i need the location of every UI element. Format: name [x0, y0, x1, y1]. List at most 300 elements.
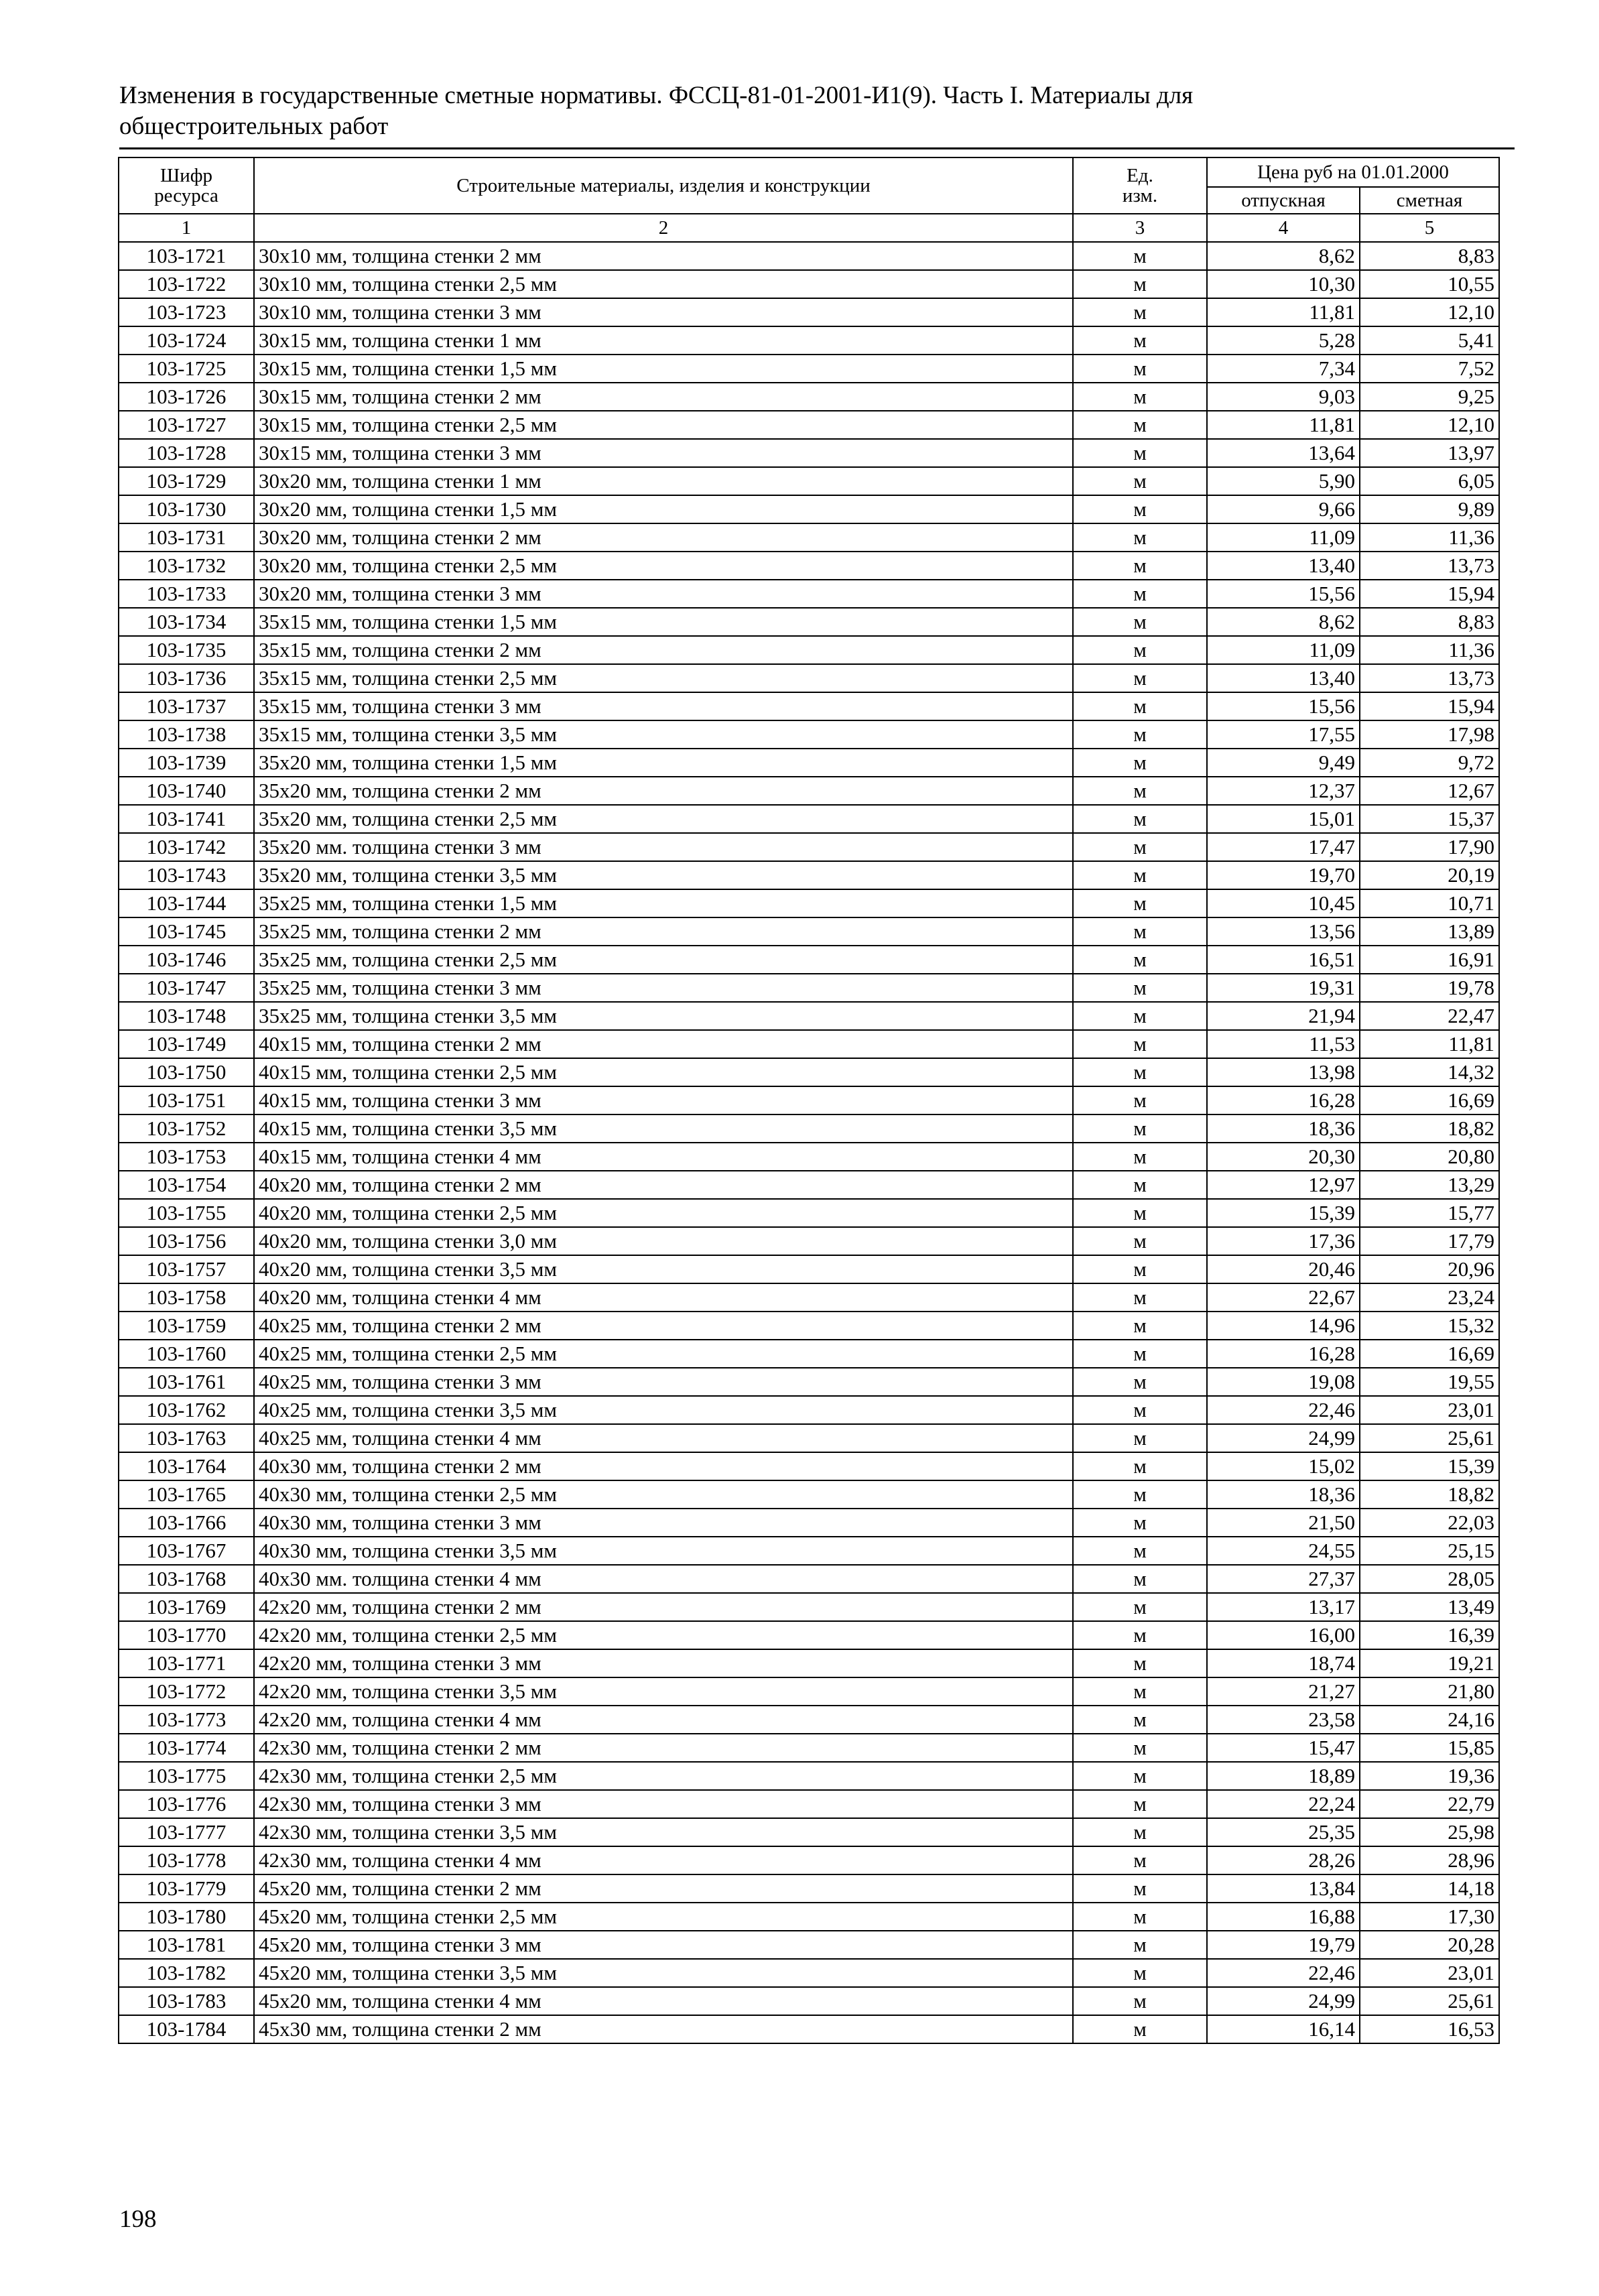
material-name: 40x20 мм, толщина стенки 3,0 мм [254, 1227, 1073, 1255]
estimate-price: 18,82 [1360, 1480, 1499, 1509]
release-price: 27,37 [1207, 1565, 1360, 1593]
resource-code: 103-1748 [119, 1002, 254, 1030]
release-price: 21,27 [1207, 1677, 1360, 1706]
release-price: 16,28 [1207, 1340, 1360, 1368]
resource-code: 103-1743 [119, 861, 254, 889]
header-title-line2: общестроительных работ [119, 113, 389, 140]
unit: м [1073, 270, 1207, 298]
release-price: 11,09 [1207, 523, 1360, 552]
material-name: 42x30 мм, толщина стенки 3,5 мм [254, 1818, 1073, 1846]
estimate-price: 17,90 [1360, 833, 1499, 861]
material-name: 30x10 мм, толщина стенки 2,5 мм [254, 270, 1073, 298]
material-name: 45x30 мм, толщина стенки 2 мм [254, 2015, 1073, 2043]
material-name: 40x30 мм, толщина стенки 2 мм [254, 1452, 1073, 1480]
unit: м [1073, 777, 1207, 805]
release-price: 9,66 [1207, 495, 1360, 523]
estimate-price: 20,80 [1360, 1143, 1499, 1171]
unit: м [1073, 1903, 1207, 1931]
table-row [119, 1677, 1499, 1706]
estimate-price: 13,97 [1360, 439, 1499, 467]
estimate-price: 17,30 [1360, 1903, 1499, 1931]
unit: м [1073, 1874, 1207, 1903]
table-row [119, 1903, 1499, 1931]
estimate-price: 25,15 [1360, 1537, 1499, 1565]
resource-code: 103-1771 [119, 1649, 254, 1677]
resource-code: 103-1747 [119, 974, 254, 1002]
table-row [119, 974, 1499, 1002]
price-table [118, 157, 1500, 2044]
material-name: 40x25 мм, толщина стенки 3,5 мм [254, 1396, 1073, 1424]
estimate-price: 18,82 [1360, 1114, 1499, 1143]
table-row [119, 720, 1499, 749]
table-row [119, 1030, 1499, 1058]
material-name: 40x15 мм, толщина стенки 2 мм [254, 1030, 1073, 1058]
table-row [119, 889, 1499, 917]
column-number: 1 [119, 214, 254, 242]
material-name: 30x15 мм, толщина стенки 2,5 мм [254, 411, 1073, 439]
material-name: 40x15 мм, толщина стенки 3,5 мм [254, 1114, 1073, 1143]
table-row [119, 326, 1499, 355]
unit: м [1073, 1677, 1207, 1706]
header-code [119, 157, 254, 214]
table-row [119, 946, 1499, 974]
unit: м [1073, 467, 1207, 495]
column-number-row [119, 214, 1499, 242]
estimate-price: 25,61 [1360, 1987, 1499, 2015]
unit: м [1073, 1959, 1207, 1987]
resource-code: 103-1779 [119, 1874, 254, 1903]
material-name: 42x20 мм, толщина стенки 2 мм [254, 1593, 1073, 1621]
resource-code: 103-1781 [119, 1931, 254, 1959]
material-name: 42x30 мм, толщина стенки 2 мм [254, 1734, 1073, 1762]
material-name: 45x20 мм, толщина стенки 3 мм [254, 1931, 1073, 1959]
unit: м [1073, 1818, 1207, 1846]
estimate-price: 15,32 [1360, 1312, 1499, 1340]
material-name: 35x15 мм, толщина стенки 2,5 мм [254, 664, 1073, 692]
unit: м [1073, 1537, 1207, 1565]
header-name: Строительные материалы, изделия и конструкции [254, 157, 1073, 214]
material-name: 35x15 мм, толщина стенки 1,5 мм [254, 608, 1073, 636]
release-price: 21,50 [1207, 1509, 1360, 1537]
release-price: 17,47 [1207, 833, 1360, 861]
release-price: 22,24 [1207, 1790, 1360, 1818]
resource-code: 103-1727 [119, 411, 254, 439]
table-row [119, 1734, 1499, 1762]
table-row [119, 1255, 1499, 1283]
table-row [119, 1114, 1499, 1143]
resource-code: 103-1738 [119, 720, 254, 749]
material-name: 35x20 мм, толщина стенки 1,5 мм [254, 749, 1073, 777]
unit: м [1073, 242, 1207, 270]
price-table-body [119, 214, 1499, 2043]
material-name: 42x30 мм, толщина стенки 4 мм [254, 1846, 1073, 1874]
estimate-price: 14,32 [1360, 1058, 1499, 1086]
table-row [119, 580, 1499, 608]
table-row [119, 1537, 1499, 1565]
release-price: 22,46 [1207, 1959, 1360, 1987]
resource-code: 103-1783 [119, 1987, 254, 2015]
material-name: 45x20 мм, толщина стенки 2 мм [254, 1874, 1073, 1903]
estimate-price: 24,16 [1360, 1706, 1499, 1734]
unit: м [1073, 580, 1207, 608]
estimate-price: 13,89 [1360, 917, 1499, 946]
estimate-price: 13,29 [1360, 1171, 1499, 1199]
release-price: 15,01 [1207, 805, 1360, 833]
release-price: 11,81 [1207, 298, 1360, 326]
unit: м [1073, 1846, 1207, 1874]
estimate-price: 13,73 [1360, 552, 1499, 580]
resource-code: 103-1765 [119, 1480, 254, 1509]
table-row [119, 467, 1499, 495]
material-name: 35x15 мм, толщина стенки 3 мм [254, 692, 1073, 720]
release-price: 16,88 [1207, 1903, 1360, 1931]
estimate-price: 10,71 [1360, 889, 1499, 917]
resource-code: 103-1744 [119, 889, 254, 917]
table-row [119, 1171, 1499, 1199]
table-row [119, 1874, 1499, 1903]
estimate-price: 25,61 [1360, 1424, 1499, 1452]
unit: м [1073, 1396, 1207, 1424]
resource-code: 103-1754 [119, 1171, 254, 1199]
resource-code: 103-1728 [119, 439, 254, 467]
release-price: 14,96 [1207, 1312, 1360, 1340]
header-unit-line1: Ед. [1127, 165, 1153, 186]
material-name: 40x30 мм, толщина стенки 2,5 мм [254, 1480, 1073, 1509]
material-name: 45x20 мм, толщина стенки 2,5 мм [254, 1903, 1073, 1931]
unit: м [1073, 1424, 1207, 1452]
table-row [119, 1452, 1499, 1480]
release-price: 13,56 [1207, 917, 1360, 946]
resource-code: 103-1755 [119, 1199, 254, 1227]
release-price: 15,56 [1207, 580, 1360, 608]
resource-code: 103-1780 [119, 1903, 254, 1931]
unit: м [1073, 1762, 1207, 1790]
table-row [119, 1959, 1499, 1987]
header-title-line1: Изменения в государственные сметные нормативы. ФССЦ-81-01-2001-И1(9). Часть I. Материалы для [119, 82, 1194, 109]
release-price: 17,36 [1207, 1227, 1360, 1255]
release-price: 22,67 [1207, 1283, 1360, 1312]
estimate-price: 14,18 [1360, 1874, 1499, 1903]
estimate-price: 16,91 [1360, 946, 1499, 974]
estimate-price: 19,36 [1360, 1762, 1499, 1790]
estimate-price: 17,98 [1360, 720, 1499, 749]
table-row [119, 664, 1499, 692]
estimate-price: 7,52 [1360, 355, 1499, 383]
resource-code: 103-1758 [119, 1283, 254, 1312]
estimate-price: 20,19 [1360, 861, 1499, 889]
release-price: 13,84 [1207, 1874, 1360, 1903]
unit: м [1073, 692, 1207, 720]
release-price: 18,74 [1207, 1649, 1360, 1677]
resource-code: 103-1725 [119, 355, 254, 383]
unit: м [1073, 1480, 1207, 1509]
resource-code: 103-1741 [119, 805, 254, 833]
unit: м [1073, 439, 1207, 467]
estimate-price: 13,49 [1360, 1593, 1499, 1621]
table-row [119, 383, 1499, 411]
estimate-price: 12,10 [1360, 298, 1499, 326]
table-row [119, 636, 1499, 664]
estimate-price: 9,25 [1360, 383, 1499, 411]
estimate-price: 11,36 [1360, 523, 1499, 552]
resource-code: 103-1724 [119, 326, 254, 355]
material-name: 45x20 мм, толщина стенки 3,5 мм [254, 1959, 1073, 1987]
header-unit-line2: изм. [1122, 185, 1158, 206]
material-name: 35x25 мм, толщина стенки 1,5 мм [254, 889, 1073, 917]
unit: м [1073, 1030, 1207, 1058]
estimate-price: 9,72 [1360, 749, 1499, 777]
estimate-price: 15,94 [1360, 580, 1499, 608]
release-price: 16,00 [1207, 1621, 1360, 1649]
unit: м [1073, 889, 1207, 917]
material-name: 40x25 мм, толщина стенки 2,5 мм [254, 1340, 1073, 1368]
material-name: 30x15 мм, толщина стенки 1,5 мм [254, 355, 1073, 383]
unit: м [1073, 326, 1207, 355]
estimate-price: 20,96 [1360, 1255, 1499, 1283]
resource-code: 103-1721 [119, 242, 254, 270]
unit: м [1073, 805, 1207, 833]
table-row [119, 2015, 1499, 2043]
material-name: 40x20 мм, толщина стенки 3,5 мм [254, 1255, 1073, 1283]
resource-code: 103-1773 [119, 1706, 254, 1734]
resource-code: 103-1769 [119, 1593, 254, 1621]
material-name: 30x20 мм, толщина стенки 3 мм [254, 580, 1073, 608]
resource-code: 103-1777 [119, 1818, 254, 1846]
material-name: 40x30 мм, толщина стенки 3 мм [254, 1509, 1073, 1537]
estimate-price: 10,55 [1360, 270, 1499, 298]
unit: м [1073, 608, 1207, 636]
release-price: 19,70 [1207, 861, 1360, 889]
resource-code: 103-1752 [119, 1114, 254, 1143]
table-row [119, 1199, 1499, 1227]
release-price: 10,45 [1207, 889, 1360, 917]
unit: м [1073, 1593, 1207, 1621]
release-price: 13,17 [1207, 1593, 1360, 1621]
table-row [119, 1846, 1499, 1874]
resource-code: 103-1772 [119, 1677, 254, 1706]
table-row [119, 552, 1499, 580]
table-row [119, 1621, 1499, 1649]
resource-code: 103-1762 [119, 1396, 254, 1424]
material-name: 40x30 мм, толщина стенки 3,5 мм [254, 1537, 1073, 1565]
resource-code: 103-1767 [119, 1537, 254, 1565]
table-row [119, 1340, 1499, 1368]
resource-code: 103-1756 [119, 1227, 254, 1255]
resource-code: 103-1784 [119, 2015, 254, 2043]
material-name: 35x20 мм, толщина стенки 2 мм [254, 777, 1073, 805]
resource-code: 103-1736 [119, 664, 254, 692]
unit: м [1073, 552, 1207, 580]
material-name: 40x20 мм, толщина стенки 2 мм [254, 1171, 1073, 1199]
material-name: 40x15 мм, толщина стенки 3 мм [254, 1086, 1073, 1114]
unit: м [1073, 1368, 1207, 1396]
table-row [119, 1818, 1499, 1846]
resource-code: 103-1735 [119, 636, 254, 664]
estimate-price: 5,41 [1360, 326, 1499, 355]
material-name: 42x20 мм, толщина стенки 2,5 мм [254, 1621, 1073, 1649]
material-name: 30x10 мм, толщина стенки 2 мм [254, 242, 1073, 270]
estimate-price: 23,24 [1360, 1283, 1499, 1312]
release-price: 13,98 [1207, 1058, 1360, 1086]
material-name: 45x20 мм, толщина стенки 4 мм [254, 1987, 1073, 2015]
material-name: 35x15 мм, толщина стенки 3,5 мм [254, 720, 1073, 749]
table-row [119, 1283, 1499, 1312]
release-price: 20,30 [1207, 1143, 1360, 1171]
table-row [119, 1143, 1499, 1171]
material-name: 35x25 мм, толщина стенки 3 мм [254, 974, 1073, 1002]
release-price: 12,97 [1207, 1171, 1360, 1199]
table-row [119, 439, 1499, 467]
release-price: 21,94 [1207, 1002, 1360, 1030]
unit: м [1073, 720, 1207, 749]
table-row [119, 917, 1499, 946]
resource-code: 103-1729 [119, 467, 254, 495]
unit: м [1073, 495, 1207, 523]
release-price: 28,26 [1207, 1846, 1360, 1874]
unit: м [1073, 298, 1207, 326]
unit: м [1073, 1649, 1207, 1677]
estimate-price: 13,73 [1360, 664, 1499, 692]
resource-code: 103-1759 [119, 1312, 254, 1340]
estimate-price: 28,05 [1360, 1565, 1499, 1593]
table-row [119, 1790, 1499, 1818]
estimate-price: 15,37 [1360, 805, 1499, 833]
unit: м [1073, 1509, 1207, 1537]
resource-code: 103-1764 [119, 1452, 254, 1480]
resource-code: 103-1782 [119, 1959, 254, 1987]
estimate-price: 12,10 [1360, 411, 1499, 439]
table-row [119, 242, 1499, 270]
release-price: 19,31 [1207, 974, 1360, 1002]
resource-code: 103-1757 [119, 1255, 254, 1283]
release-price: 7,34 [1207, 355, 1360, 383]
table-row [119, 411, 1499, 439]
release-price: 10,30 [1207, 270, 1360, 298]
table-row [119, 355, 1499, 383]
column-number: 5 [1360, 214, 1499, 242]
resource-code: 103-1751 [119, 1086, 254, 1114]
unit: м [1073, 1002, 1207, 1030]
table-row [119, 749, 1499, 777]
estimate-price: 19,78 [1360, 974, 1499, 1002]
resource-code: 103-1723 [119, 298, 254, 326]
estimate-price: 11,36 [1360, 636, 1499, 664]
unit: м [1073, 1312, 1207, 1340]
release-price: 11,81 [1207, 411, 1360, 439]
estimate-price: 21,80 [1360, 1677, 1499, 1706]
header-price-group: Цена руб на 01.01.2000 [1207, 157, 1499, 187]
unit: м [1073, 383, 1207, 411]
release-price: 17,55 [1207, 720, 1360, 749]
release-price: 24,99 [1207, 1987, 1360, 2015]
table-row [119, 1002, 1499, 1030]
release-price: 24,99 [1207, 1424, 1360, 1452]
unit: м [1073, 1987, 1207, 2015]
resource-code: 103-1761 [119, 1368, 254, 1396]
release-price: 24,55 [1207, 1537, 1360, 1565]
resource-code: 103-1733 [119, 580, 254, 608]
material-name: 40x25 мм, толщина стенки 4 мм [254, 1424, 1073, 1452]
unit: м [1073, 411, 1207, 439]
estimate-price: 8,83 [1360, 242, 1499, 270]
estimate-price: 9,89 [1360, 495, 1499, 523]
unit: м [1073, 974, 1207, 1002]
resource-code: 103-1745 [119, 917, 254, 946]
estimate-price: 22,79 [1360, 1790, 1499, 1818]
resource-code: 103-1770 [119, 1621, 254, 1649]
table-row [119, 1396, 1499, 1424]
table-row [119, 1480, 1499, 1509]
release-price: 19,79 [1207, 1931, 1360, 1959]
release-price: 25,35 [1207, 1818, 1360, 1846]
material-name: 42x20 мм, толщина стенки 3,5 мм [254, 1677, 1073, 1706]
material-name: 35x25 мм, толщина стенки 2 мм [254, 917, 1073, 946]
material-name: 40x15 мм, толщина стенки 4 мм [254, 1143, 1073, 1171]
table-row [119, 1086, 1499, 1114]
table-row [119, 523, 1499, 552]
unit: м [1073, 749, 1207, 777]
unit: м [1073, 1452, 1207, 1480]
unit: м [1073, 833, 1207, 861]
table-row [119, 1227, 1499, 1255]
material-name: 30x20 мм, толщина стенки 1 мм [254, 467, 1073, 495]
release-price: 11,53 [1207, 1030, 1360, 1058]
resource-code: 103-1763 [119, 1424, 254, 1452]
resource-code: 103-1730 [119, 495, 254, 523]
release-price: 18,89 [1207, 1762, 1360, 1790]
table-row [119, 1058, 1499, 1086]
unit: м [1073, 2015, 1207, 2043]
table-row [119, 805, 1499, 833]
material-name: 30x15 мм, толщина стенки 2 мм [254, 383, 1073, 411]
table-row [119, 833, 1499, 861]
table-row [119, 1424, 1499, 1452]
table-row [119, 298, 1499, 326]
material-name: 35x20 мм, толщина стенки 2,5 мм [254, 805, 1073, 833]
estimate-price: 23,01 [1360, 1396, 1499, 1424]
resource-code: 103-1739 [119, 749, 254, 777]
column-number: 4 [1207, 214, 1360, 242]
estimate-price: 20,28 [1360, 1931, 1499, 1959]
estimate-price: 11,81 [1360, 1030, 1499, 1058]
estimate-price: 22,03 [1360, 1509, 1499, 1537]
table-row [119, 1762, 1499, 1790]
unit: м [1073, 1931, 1207, 1959]
resource-code: 103-1726 [119, 383, 254, 411]
estimate-price: 17,79 [1360, 1227, 1499, 1255]
resource-code: 103-1776 [119, 1790, 254, 1818]
release-price: 15,47 [1207, 1734, 1360, 1762]
estimate-price: 16,69 [1360, 1340, 1499, 1368]
estimate-price: 19,21 [1360, 1649, 1499, 1677]
resource-code: 103-1775 [119, 1762, 254, 1790]
material-name: 40x20 мм, толщина стенки 2,5 мм [254, 1199, 1073, 1227]
resource-code: 103-1774 [119, 1734, 254, 1762]
material-name: 42x30 мм, толщина стенки 2,5 мм [254, 1762, 1073, 1790]
material-name: 42x20 мм, толщина стенки 3 мм [254, 1649, 1073, 1677]
material-name: 40x15 мм, толщина стенки 2,5 мм [254, 1058, 1073, 1086]
table-row [119, 1931, 1499, 1959]
table-row [119, 1706, 1499, 1734]
material-name: 30x20 мм, толщина стенки 1,5 мм [254, 495, 1073, 523]
estimate-price: 16,39 [1360, 1621, 1499, 1649]
release-price: 15,39 [1207, 1199, 1360, 1227]
release-price: 19,08 [1207, 1368, 1360, 1396]
estimate-price: 19,55 [1360, 1368, 1499, 1396]
material-name: 40x30 мм. толщина стенки 4 мм [254, 1565, 1073, 1593]
unit: м [1073, 636, 1207, 664]
unit: м [1073, 355, 1207, 383]
